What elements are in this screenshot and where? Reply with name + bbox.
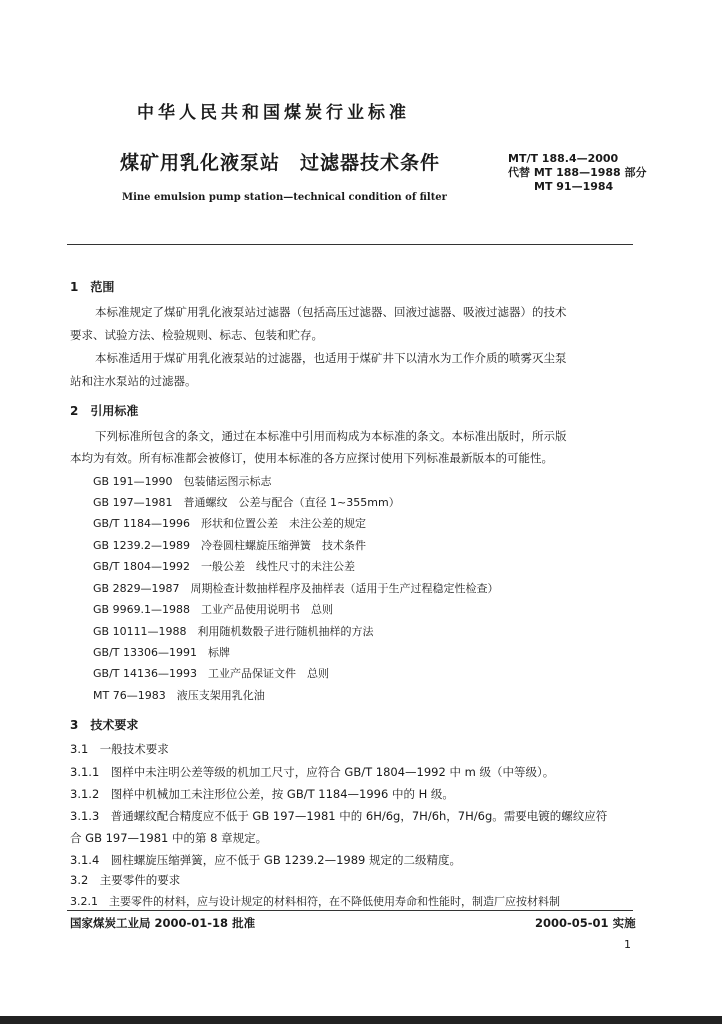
reference-item: GB/T 13306—1991 标牌 [93, 646, 230, 659]
reference-item: GB 9969.1—1988 工业产品使用说明书 总则 [93, 603, 334, 616]
reference-item: GB 1239.2—1989 冷卷圆柱螺旋压缩弹簧 技术条件 [93, 539, 367, 552]
clause-3-2-1: 3.2.1 主要零件的材料，应与设计规定的材料相符，在不降低使用寿命和性能时，制造厂应按材料制 [70, 895, 560, 908]
reference-item: GB 2829—1987 周期检查计数抽样程序及抽样表（适用于生产过程稳定性检查） [93, 582, 499, 595]
section-1-paragraph-2-line-1: 本标准适用于煤矿用乳化液泵站的过滤器，也适用于煤矿井下以清水为工作介质的喷雾灭尘泵 [95, 351, 567, 365]
approval-date: 国家煤炭工业局 2000-01-18 批准 [70, 916, 256, 930]
reference-item: GB 191—1990 包装储运图示标志 [93, 475, 272, 488]
clause-3-1-3-line-1: 3.1.3 普通螺纹配合精度应不低于 GB 197—1981 中的 6H/6g，7H/6h，7H/6g。需要电镀的螺纹应符 [70, 809, 608, 823]
reference-item: GB/T 1184—1996 形状和位置公差 未注公差的规定 [93, 517, 366, 530]
clause-3-1-2: 3.1.2 图样中机械加工未注形位公差，按 GB/T 1184—1996 中的 H 级。 [70, 787, 454, 801]
footer-divider [67, 910, 633, 911]
clause-3-2: 3.2 主要零件的要求 [70, 873, 181, 887]
reference-item: GB/T 1804—1992 一般公差 线性尺寸的未注公差 [93, 560, 355, 573]
scan-border [0, 1016, 722, 1024]
section-1-heading: 1 范围 [70, 280, 115, 294]
replaces-standard-2: MT 91—1984 [534, 180, 614, 193]
reference-item: GB/T 14136—1993 工业产品保证文件 总则 [93, 667, 329, 680]
reference-item: GB 10111—1988 利用随机数骰子进行随机抽样的方法 [93, 625, 374, 638]
section-1-paragraph-1-line-1: 本标准规定了煤矿用乳化液泵站过滤器（包括高压过滤器、回液过滤器、吸液过滤器）的技术 [95, 305, 567, 319]
standard-code-block [508, 152, 647, 194]
section-1-paragraph-2-line-2: 站和注水泵站的过滤器。 [70, 374, 197, 388]
clause-3-1: 3.1 一般技术要求 [70, 742, 169, 756]
reference-item: GB 197—1981 普通螺纹 公差与配合（直径 1~355mm） [93, 496, 400, 509]
section-2-intro-line-1: 下列标准所包含的条文，通过在本标准中引用而构成为本标准的条文。本标准出版时，所示版 [95, 429, 567, 443]
page-number: 1 [624, 938, 631, 951]
section-1-paragraph-1-line-2: 要求、试验方法、检验规则、标志、包装和贮存。 [70, 328, 323, 342]
implementation-date: 2000-05-01 实施 [535, 916, 636, 930]
clause-3-1-1: 3.1.1 图样中未注明公差等级的机加工尺寸，应符合 GB/T 1804—1992 中 m 级（中等级）。 [70, 765, 555, 779]
reference-item: MT 76—1983 液压支架用乳化油 [93, 689, 265, 702]
standard-category-header: 中华人民共和国煤炭行业标准 [137, 103, 410, 123]
section-2-intro-line-2: 本均为有效。所有标准都会被修订，使用本标准的各方应探讨使用下列标准最新版本的可能性。 [70, 451, 553, 465]
replaces-standard: 代替 MT 188—1988 部分 [508, 166, 647, 179]
document-title-english: Mine emulsion pump station—technical condition of filter [122, 192, 447, 203]
clause-3-1-3-line-2: 合 GB 197—1981 中的第 8 章规定。 [70, 831, 268, 845]
section-2-heading: 2 引用标准 [70, 404, 139, 418]
header-divider [67, 244, 633, 245]
clause-3-1-4: 3.1.4 圆柱螺旋压缩弹簧，应不低于 GB 1239.2—1989 规定的二级精度。 [70, 853, 462, 867]
section-3-heading: 3 技术要求 [70, 718, 139, 732]
document-title: 煤矿用乳化液泵站 过滤器技术条件 [120, 152, 441, 174]
standard-code: MT/T 188.4—2000 [508, 152, 619, 165]
